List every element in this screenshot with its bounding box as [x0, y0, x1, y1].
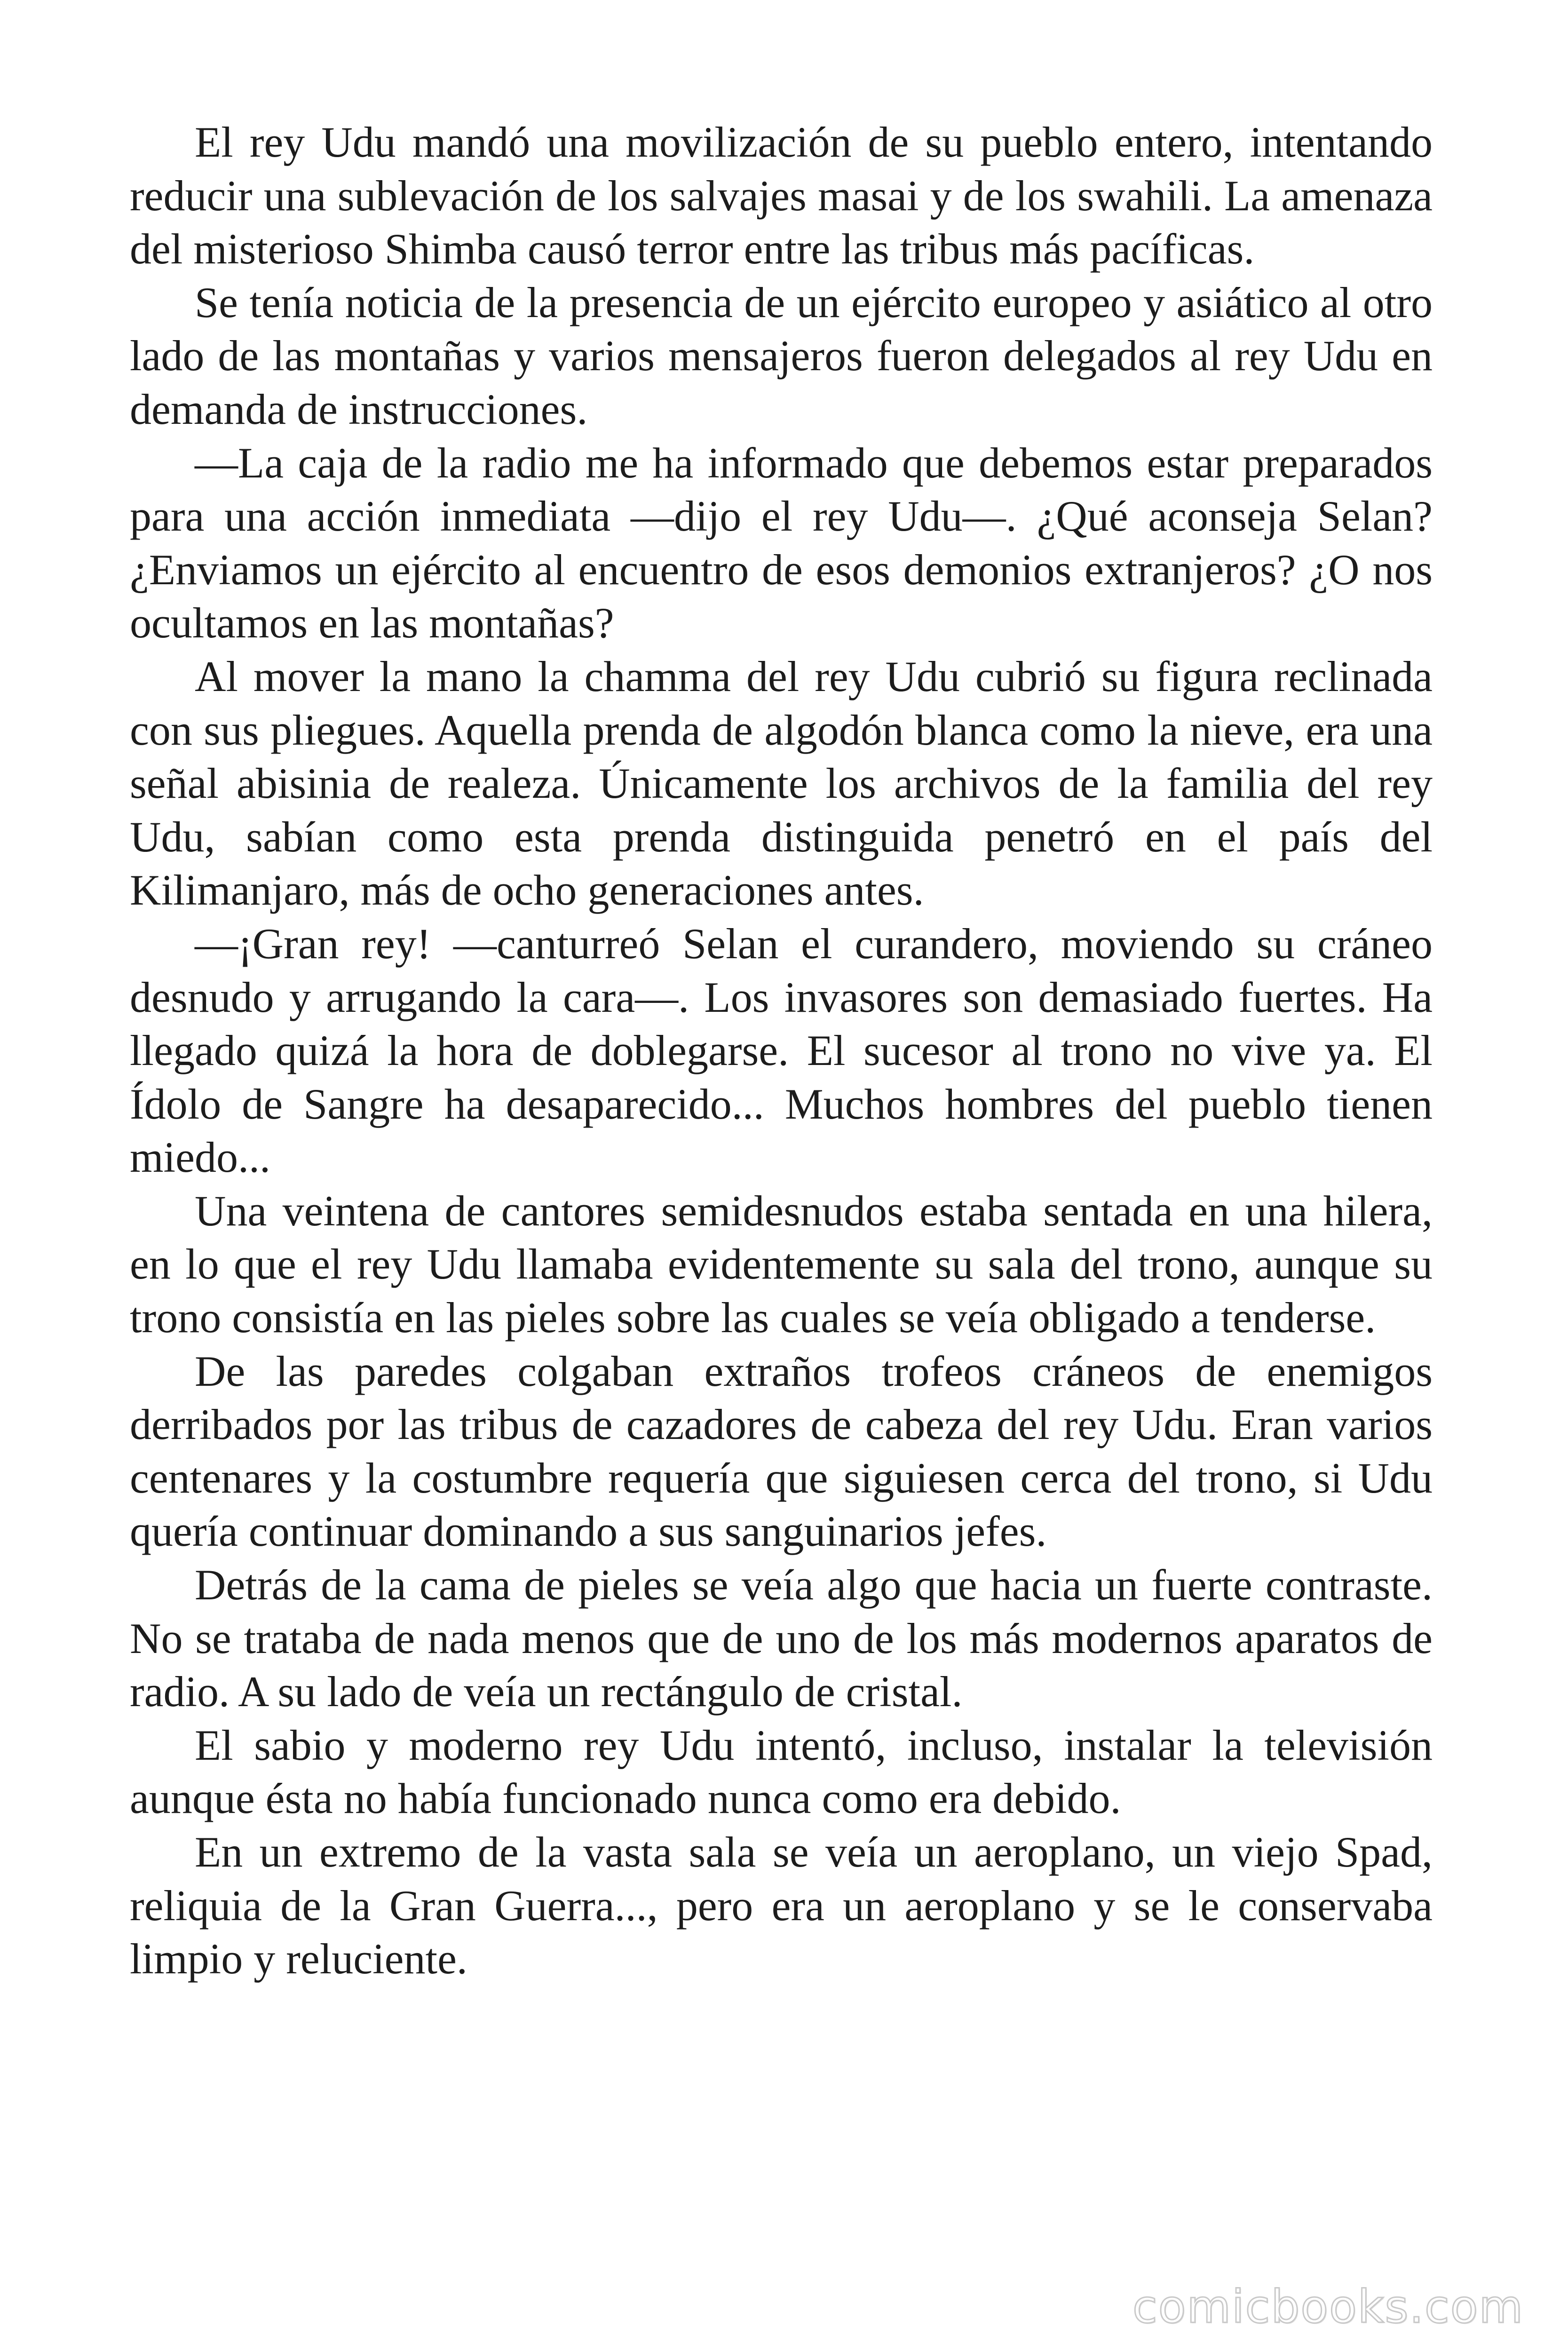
paragraph-4: Al mover la mano la chamma del rey Udu cubrió su figura reclinada con sus pliegues. Aquella prenda de algodón blanca como la nieve, era una señal abisinia de realeza. Únicamente los archivos de la familia del rey Udu, sabían como esta prenda distinguida penetró en el país del Kilimanjaro, más de ocho generaciones antes. — [130, 652, 1433, 914]
watermark: comicbooks.com — [1132, 2280, 1524, 2333]
paragraph-3: —La caja de la radio me ha informado que debemos estar preparados para una acción inmediata —dijo el rey Udu—. ¿Qué aconseja Selan? ¿Enviamos un ejército al encuentro de esos demonios extranjeros? ¿O nos ocultamos en las montañas? — [130, 438, 1433, 647]
paragraph-6: Una veintena de cantores semidesnudos estaba sentada en una hilera, en lo que el rey Udu llamaba evidentemente su sala del trono, aunque su trono consistía en las pieles sobre las cuales se veía obligado a tenderse. — [130, 1186, 1433, 1342]
paragraph-5: —¡Gran rey! —canturreó Selan el curandero, moviendo su cráneo desnudo y arrugando la cara—. Los invasores son demasiado fuertes. Ha llegado quizá la hora de doblegarse. El sucesor al trono no vive ya. El Ídolo de Sangre ha desaparecido... Muchos hombres del pueblo tienen miedo... — [130, 919, 1433, 1182]
body-text — [130, 116, 1433, 1986]
paragraph-8: Detrás de la cama de pieles se veía algo que hacia un fuerte contraste. No se trataba de nada menos que de uno de los más modernos aparatos de radio. A su lado de veía un rectángulo de cristal. — [130, 1561, 1433, 1716]
paragraph-9: El sabio y moderno rey Udu intentó, incluso, instalar la televisión aunque ésta no había funcionado nunca como era debido. — [130, 1721, 1433, 1823]
paragraph-2: Se tenía noticia de la presencia de un ejército europeo y asiático al otro lado de las montañas y varios mensajeros fueron delegados al rey Udu en demanda de instrucciones. — [130, 278, 1433, 433]
paragraph-1: El rey Udu mandó una movilización de su pueblo entero, intentando reducir una sublevación de los salvajes masai y de los swahili. La amenaza del misterioso Shimba causó terror entre las tribus más pacíficas. — [130, 118, 1433, 273]
paragraph-10: En un extremo de la vasta sala se veía un aeroplano, un viejo Spad, reliquia de la Gran Guerra..., pero era un aeroplano y se le conservaba limpio y reluciente. — [130, 1828, 1433, 1983]
paragraph-7: De las paredes colgaban extraños trofeos cráneos de enemigos derribados por las tribus de cazadores de cabeza del rey Udu. Eran varios centenares y la costumbre requería que siguiesen cerca del trono, si Udu quería continuar dominando a sus sanguinarios jefes. — [130, 1347, 1433, 1556]
